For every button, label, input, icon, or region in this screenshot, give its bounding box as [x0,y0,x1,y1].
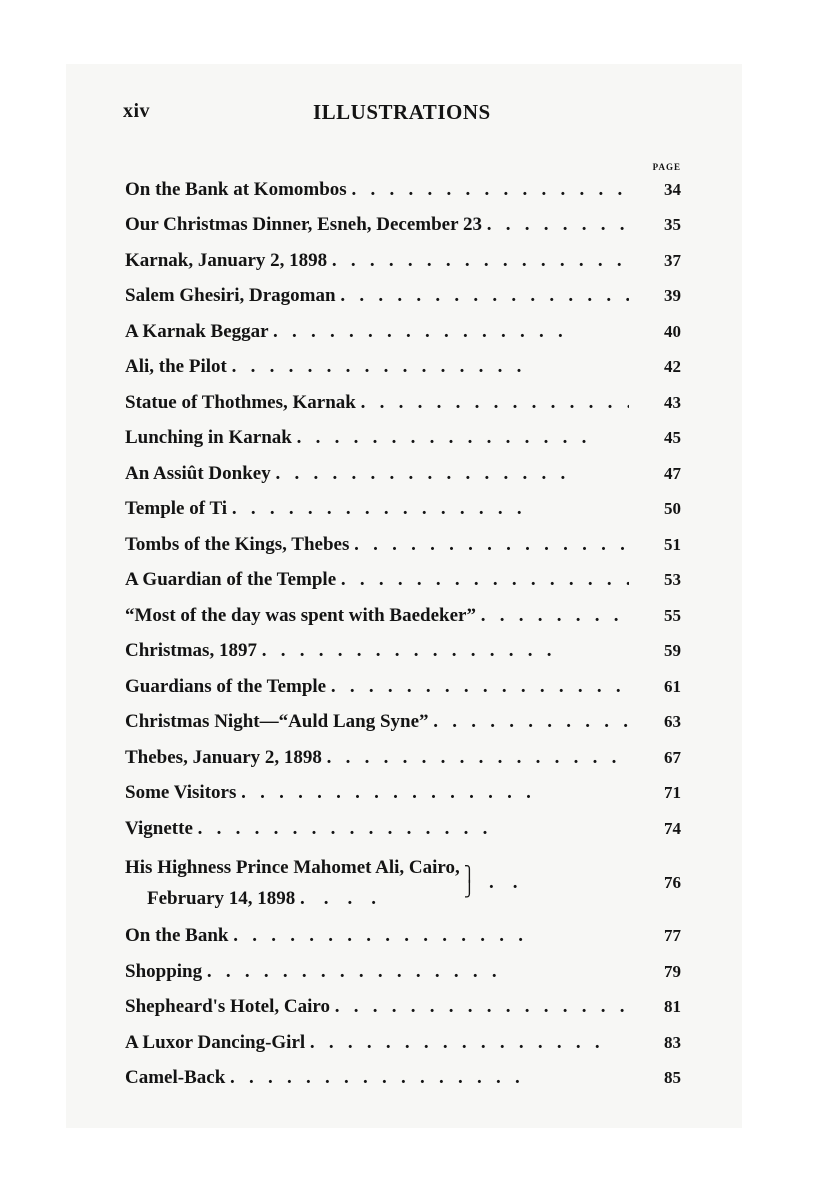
entry-title-block [125,852,629,914]
entry-title: On the Bank . . [125,925,629,947]
entry-page: 74 [664,818,681,838]
entry-title-line1: His Highness Prince Mahomet Ali, Cairo, [125,856,460,878]
entry-title: Tombs of the Kings, Thebes . . [125,534,629,556]
entry-title: Thebes, January 2, 1898 . . [125,747,629,769]
entry-title: Christmas, 1897 . . [125,640,629,662]
list-item [125,314,681,350]
list-item [125,1061,681,1097]
entry-page: 61 [664,676,681,696]
entry-title: Christmas Night—“Auld Lang Syne” . . [125,711,629,733]
entry-page: 39 [664,286,681,306]
illustrations-list [125,172,681,1096]
entry-page: 55 [664,605,681,625]
list-item [125,172,681,208]
list-item [125,1025,681,1061]
list-item [125,598,681,634]
entry-title: Some Visitors . . [125,782,629,804]
entry-title: Lunching in Karnak . . [125,427,629,449]
entry-title: Shopping . . [125,961,629,983]
entry-page: 85 [664,1068,681,1088]
brace-mark: ⎫ ⎭ [463,866,476,898]
entry-title: “Most of the day was spent with Baedeker” . . [125,605,629,627]
entry-page: 76 [664,872,681,892]
entry-title: Temple of Ti . . [125,498,629,520]
entry-page: 37 [664,250,681,270]
list-item [125,847,681,919]
entry-title: A Guardian of the Temple . . [125,569,629,591]
list-item [125,492,681,528]
entry-page: 59 [664,641,681,661]
entry-page: 51 [664,534,681,554]
entry-title: Karnak, January 2, 1898 . . [125,250,629,272]
page-column-label: PAGE [652,162,681,172]
entry-page: 42 [664,357,681,377]
running-header [123,100,683,130]
entry-page: 34 [664,179,681,199]
entry-title: Our Christmas Dinner, Esneh, December 23 . . [125,214,629,236]
entry-title: Shepheard's Hotel, Cairo . . [125,996,629,1018]
list-item [125,669,681,705]
entry-title: A Karnak Beggar . . [125,321,629,343]
list-item [125,705,681,741]
entry-page: 40 [664,321,681,341]
list-item [125,421,681,457]
entry-page: 50 [664,499,681,519]
list-item [125,563,681,599]
entry-page: 67 [664,747,681,767]
entry-title: Vignette . . [125,818,629,840]
page-number: xiv [123,100,151,122]
entry-page: 83 [664,1032,681,1052]
entry-title: An Assiût Donkey . . [125,463,629,485]
list-item [125,385,681,421]
entry-page: 79 [664,961,681,981]
entry-title: Salem Ghesiri, Dragoman . . [125,285,629,307]
entry-title: On the Bank at Komombos . . [125,179,629,201]
entry-page: 45 [664,428,681,448]
entry-page: 77 [664,926,681,946]
entry-title: Ali, the Pilot . . [125,356,629,378]
leader-dots: . . [489,871,518,893]
list-item [125,350,681,386]
entry-page: 81 [664,997,681,1017]
list-item [125,634,681,670]
entry-page: 47 [664,463,681,483]
list-item [125,527,681,563]
list-item [125,243,681,279]
list-item [125,740,681,776]
entry-page: 53 [664,570,681,590]
entry-title: Guardians of the Temple . . [125,676,629,698]
entry-title: Statue of Thothmes, Karnak . . [125,392,629,414]
entry-page: 71 [664,783,681,803]
entry-page: 35 [664,215,681,235]
entry-title: A Luxor Dancing-Girl . . [125,1032,629,1054]
list-item [125,456,681,492]
page-title: ILLUSTRATIONS [313,100,491,124]
list-item [125,776,681,812]
list-item [125,279,681,315]
list-item [125,811,681,847]
entry-page: 63 [664,712,681,732]
entry-title-line2: February 14, 1898 . [125,883,460,914]
list-item [125,954,681,990]
list-item [125,208,681,244]
entry-title: Camel-Back . . [125,1067,629,1089]
entry-page: 43 [664,392,681,412]
list-item [125,919,681,955]
list-item [125,990,681,1026]
